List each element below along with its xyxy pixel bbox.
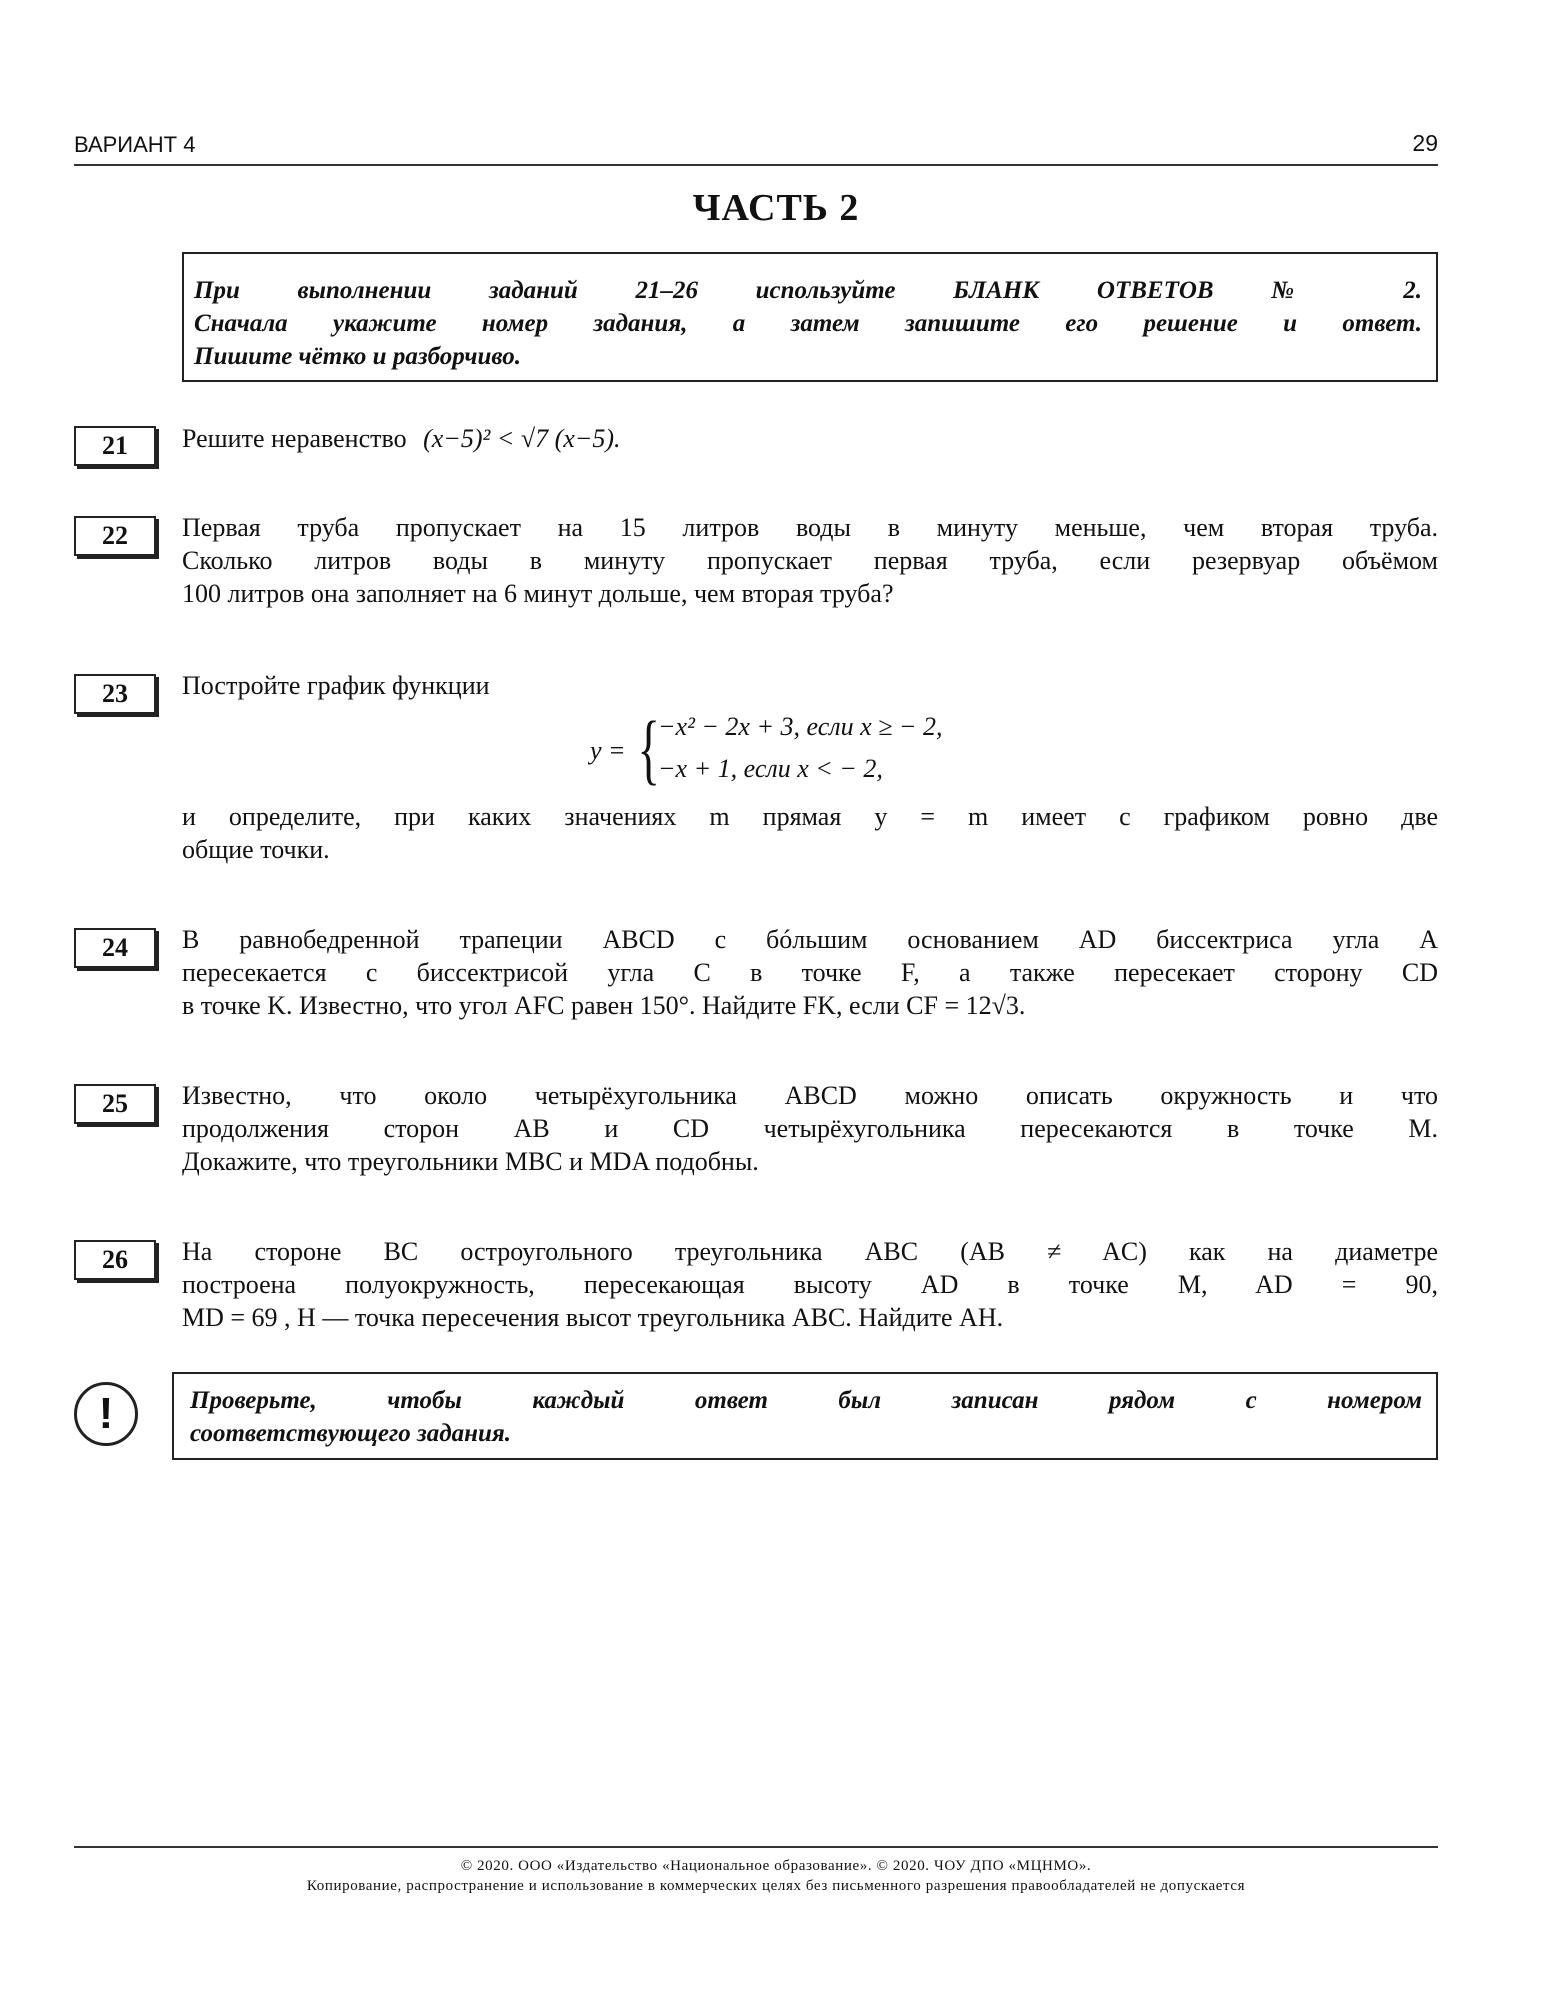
- task-23-line: и определите, при каких значениях m прямая y = m имеет с графиком ровно две: [182, 802, 1438, 831]
- function-case-2: −x + 1, если x < − 2,: [658, 754, 883, 783]
- instructions-line: Пишите чётко и разборчиво.: [194, 343, 522, 370]
- function-case-1: −x² − 2x + 3, если x ≥ − 2,: [658, 712, 943, 741]
- instructions-line: При выполнении заданий 21–26 используйте БЛАНК ОТВЕТОВ № 2.: [194, 277, 1422, 304]
- task-25-text: [182, 1079, 1438, 1178]
- warning-box: [172, 1372, 1438, 1460]
- warning-line: Проверьте, чтобы каждый ответ был записан рядом с номером: [190, 1387, 1422, 1414]
- instructions-box: [182, 252, 1438, 382]
- task-25-line: продолжения сторон AB и CD четырёхугольника пересекаются в точке M.: [182, 1114, 1438, 1143]
- footer-notice: Копирование, распространение и использование в коммерческих целях без письменного разрешения правообладателей не допускается: [306, 1878, 1246, 1894]
- task-23-line: общие точки.: [182, 835, 330, 864]
- task-number-23: 23: [74, 674, 156, 714]
- task-26-line: На стороне BC остроугольного треугольника ABC (AB ≠ AC) как на диаметре: [182, 1237, 1438, 1266]
- warning-line: соответствующего задания.: [190, 1420, 512, 1447]
- task-number-25: 25: [74, 1084, 156, 1124]
- instructions-line: Сначала укажите номер задания, а затем запишите его решение и ответ.: [194, 310, 1422, 337]
- task-24-line: пересекается с биссектрисой угла C в точке F, а также пересекает сторону CD: [182, 958, 1438, 987]
- function-lhs: y =: [590, 736, 626, 765]
- task-number-26: 26: [74, 1240, 156, 1280]
- part-title: ЧАСТЬ 2: [692, 187, 860, 229]
- task-22-line: Первая труба пропускает на 15 литров воды в минуту меньше, чем вторая труба.: [182, 513, 1438, 542]
- task-22-line: 100 литров она заполняет на 6 минут дольше, чем вторая труба?: [182, 579, 894, 608]
- task-24-line: В равнобедренной трапеции ABCD с бóльшим основанием AD биссектриса угла A: [182, 925, 1438, 954]
- task-22-line: Сколько литров воды в минуту пропускает первая труба, если резервуар объёмом: [182, 546, 1438, 575]
- task-number-24: 24: [74, 928, 156, 968]
- task-number-22: 22: [74, 516, 156, 556]
- task-25-line: Известно, что около четырёхугольника ABCD можно описать окружность и что: [182, 1081, 1438, 1110]
- footer-divider: [74, 1846, 1438, 1848]
- task-23-text: [182, 800, 1438, 866]
- task-22-text: [182, 511, 1438, 610]
- piecewise-function: [590, 705, 1150, 798]
- footer-copyright: © 2020. ООО «Издательство «Национальное образование». © 2020. ЧОУ ДПО «МЦНМО».: [460, 1858, 1092, 1874]
- variant-label: ВАРИАНТ 4: [74, 132, 196, 157]
- page-number: 29: [1412, 130, 1438, 156]
- task-26-line: MD = 69 , H — точка пересечения высот треугольника ABC. Найдите AH.: [182, 1303, 1004, 1332]
- exclamation-icon: !: [74, 1382, 138, 1446]
- page-header: [74, 130, 1438, 166]
- task-23-intro: Постройте график функции: [182, 671, 490, 700]
- task-21-lead: Решите неравенство: [182, 424, 407, 453]
- task-26-text: [182, 1235, 1438, 1334]
- task-26-line: построена полуокружность, пересекающая высоту AD в точке M, AD = 90,: [182, 1270, 1438, 1299]
- task-21-expression: (x−5)² < √7 (x−5).: [423, 424, 621, 453]
- task-24-line: в точке K. Известно, что угол AFC равен 150°. Найдите FK, если CF = 12√3.: [182, 991, 1026, 1020]
- task-21-text: [182, 422, 1438, 455]
- task-number-21: 21: [74, 426, 156, 466]
- brace-symbol: {: [637, 705, 660, 792]
- task-25-line: Докажите, что треугольники MBC и MDA подобны.: [182, 1147, 759, 1176]
- task-24-text: [182, 923, 1438, 1022]
